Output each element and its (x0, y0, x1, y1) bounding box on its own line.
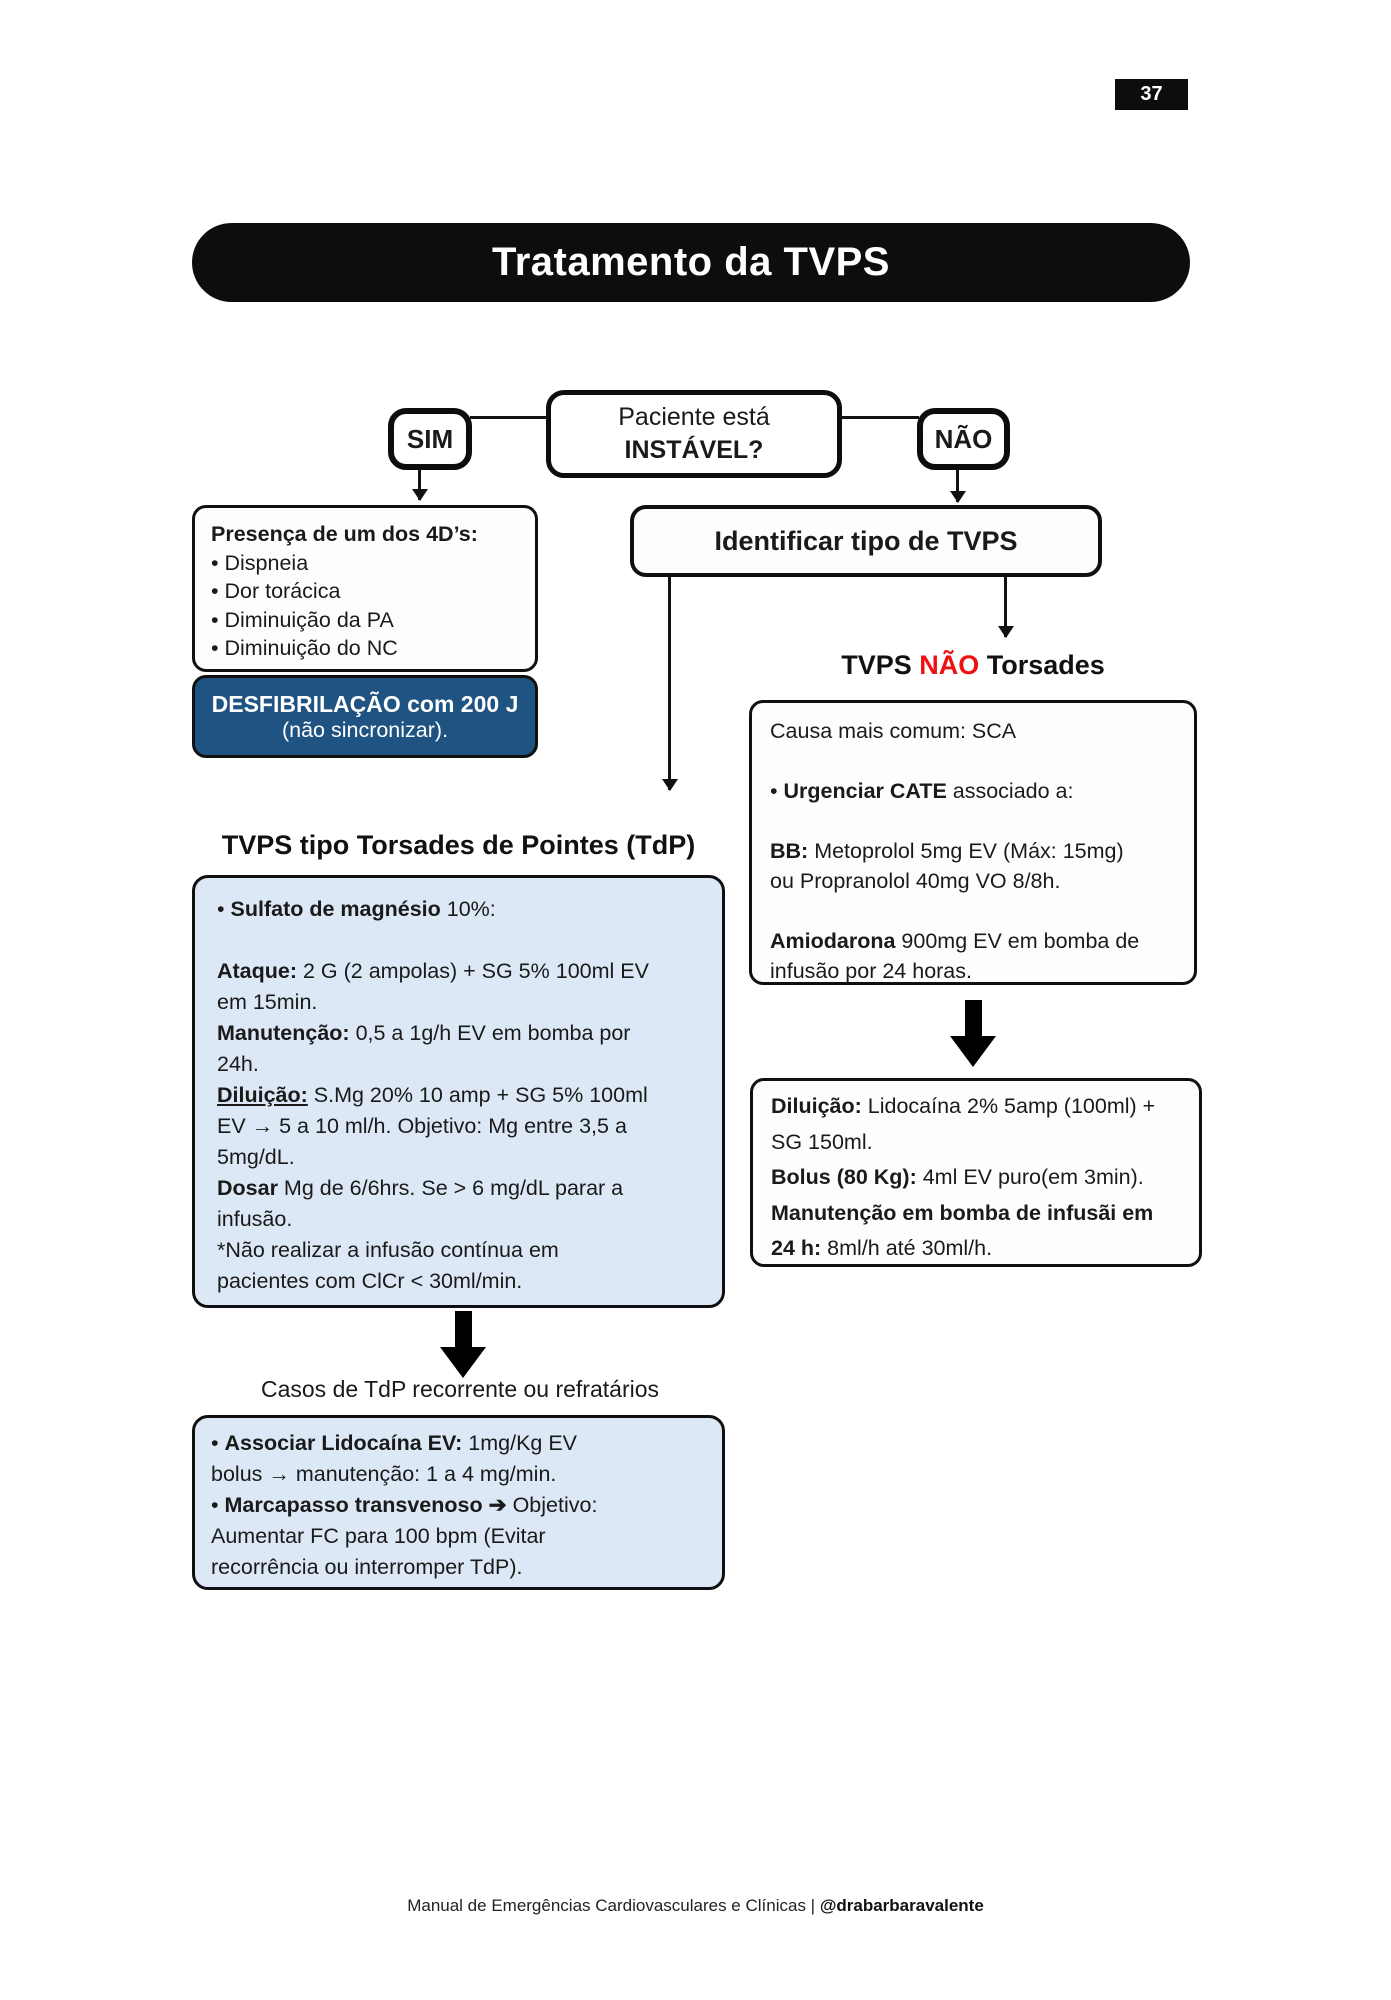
footer-handle: @drabarbaravalente (819, 1896, 984, 1915)
desfibrilacao-box (192, 675, 538, 758)
question-box (546, 390, 842, 478)
block-arrow-down-right-icon (950, 1000, 996, 1067)
footer (0, 1896, 1391, 1916)
connector-no-line (840, 416, 919, 419)
arrow-down-from-yes-icon (418, 470, 421, 500)
identify-type-box (630, 505, 1102, 577)
no-label: NÃO (934, 423, 993, 454)
yes-label: SIM (406, 423, 454, 454)
sulfato-magnesio-box: • Sulfato de magnésio 10%: Ataque: 2 G (2 ampolas) + SG 5% 100ml EV em 15min. Manutenção: 0,5 a 1g/h EV em bomba por 24h. Diluição: S.Mg 20% 10 amp + SG 5% 100ml EV → 5 a 10 ml/h. Objetivo: Mg entre 3,5 a 5mg/dL. Dosar Mg de 6/6hrs. Se > 6 mg/dL parar a infusão. *Não realizar a infusão contínua em pacientes com ClCr < 30ml/min. (192, 875, 725, 1308)
page-title: Tratamento da TVPS (492, 240, 890, 284)
no-box (917, 408, 1010, 470)
yes-box (388, 408, 472, 470)
footer-text: Manual de Emergências Cardiovasculares e Clínicas | (407, 1896, 820, 1915)
arrow-down-from-no-icon (956, 470, 959, 502)
nao-torsades-heading: TVPS NÃO Torsades (841, 650, 1105, 680)
desfibrilacao-line1: DESFIBRILAÇÃO com 200 J (211, 690, 519, 717)
desfibrilacao-line2: (não sincronizar). (281, 717, 449, 742)
arrow-down-to-tdp-icon (668, 577, 671, 790)
page-number: 37 (1140, 83, 1163, 105)
tdp-recorrente-box: • Associar Lidocaína EV: 1mg/Kg EV bolus → manutenção: 1 a 4 mg/min. • Marcapasso transvenoso ➔ Objetivo: Aumentar FC para 100 bpm (Evitar recorrência ou interromper TdP). (192, 1415, 725, 1590)
casos-heading: Casos de TdP recorrente ou refratários (260, 1376, 660, 1402)
presenca-4ds-box: Presença de um dos 4D’s: • Dispneia • Dor torácica • Diminuição da PA • Diminuição do NC (192, 505, 538, 672)
connector-yes-line (470, 416, 548, 419)
arrow-down-to-nao-torsades-icon (1004, 577, 1007, 637)
block-arrow-down-left-icon (440, 1311, 486, 1378)
tdp-heading: TVPS tipo Torsades de Pointes (TdP) (221, 830, 696, 860)
causa-sca-box: Causa mais comum: SCA • Urgenciar CATE associado a: BB: Metoprolol 5mg EV (Máx: 15mg) ou Propranolol 40mg VO 8/8h. Amiodarona 900mg EV em bomba de infusão por 24 horas. (749, 700, 1197, 985)
question-line2: INSTÁVEL? (624, 436, 764, 464)
question-line1: Paciente está (618, 403, 770, 431)
title-pill (192, 223, 1190, 302)
page-number-badge (1115, 79, 1188, 110)
lidocaina-diluicao-box: Diluição: Lidocaína 2% 5amp (100ml) + SG 150ml. Bolus (80 Kg): 4ml EV puro(em 3min). Manutenção em bomba de infusãi em 24 h: 8ml/h até 30ml/h. (750, 1078, 1202, 1267)
identify-label: Identificar tipo de TVPS (714, 525, 1018, 556)
